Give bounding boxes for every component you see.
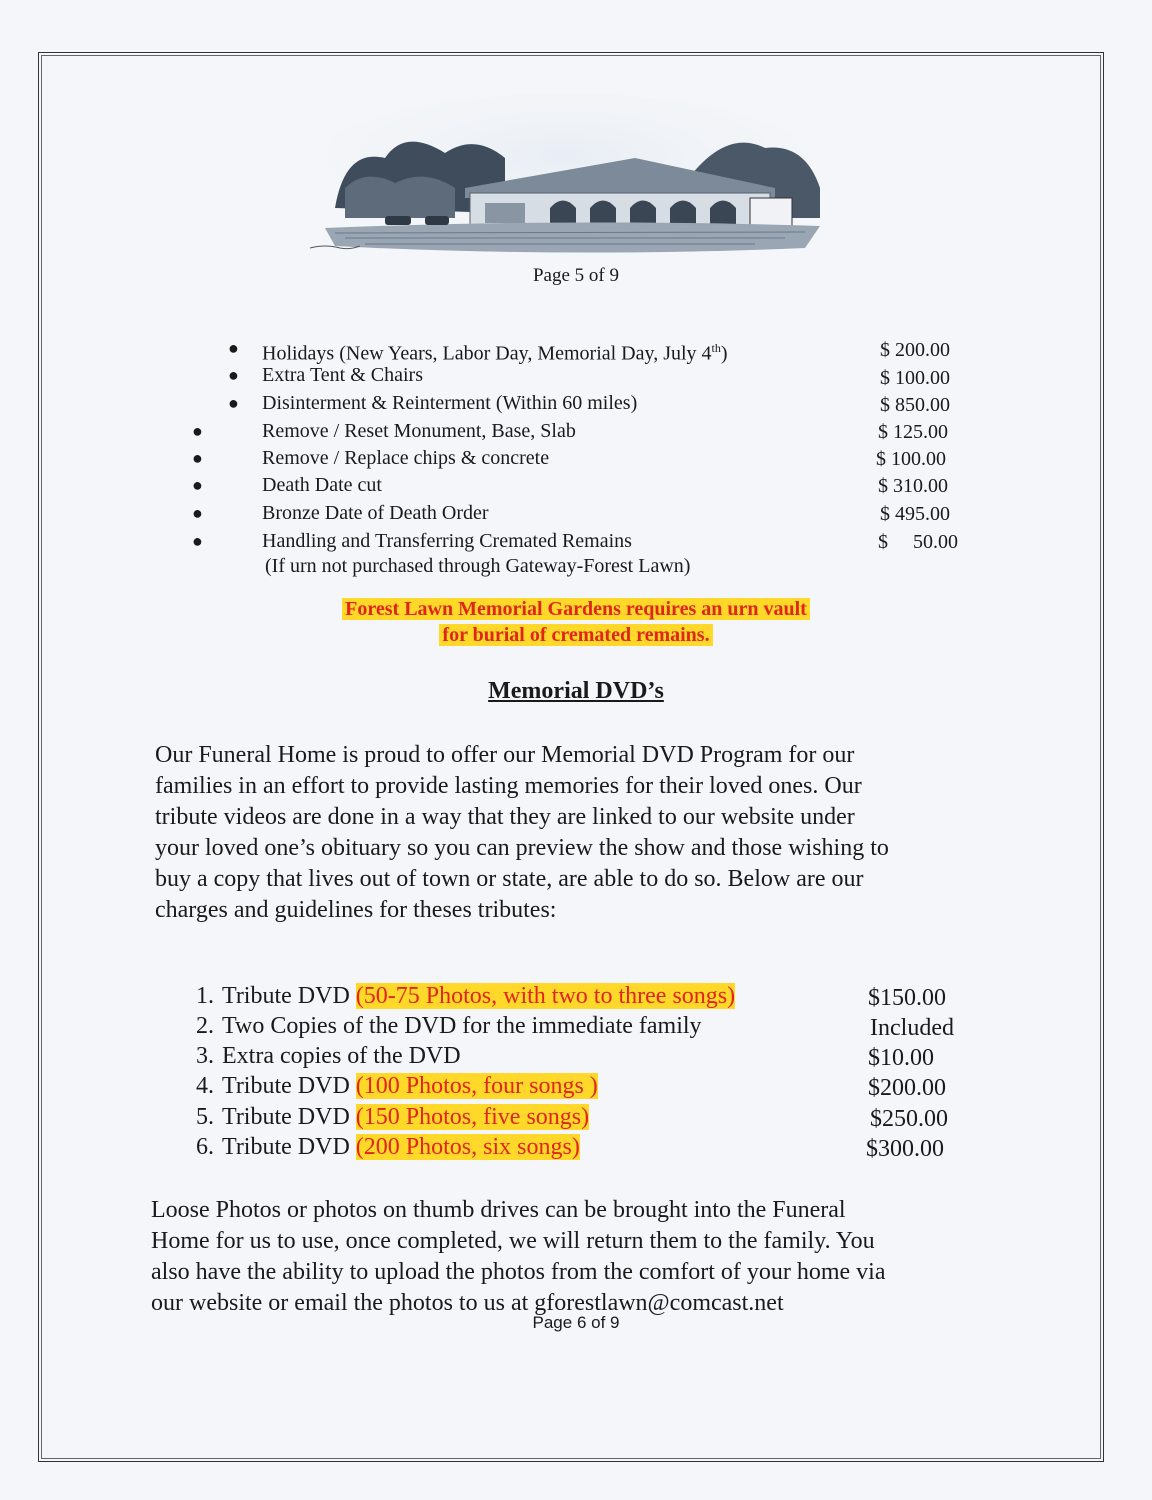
item-highlight: (50-75 Photos, with two to three songs) (355, 983, 736, 1009)
item-number: 3. (196, 1043, 214, 1069)
fee-label: Disinterment & Reinterment (Within 60 miles) (262, 392, 638, 414)
closing-line: Home for us to use, once completed, we will return them to the family. You (151, 1228, 875, 1254)
item-text: Extra copies of the DVD (222, 1043, 461, 1069)
fee-label: Remove / Reset Monument, Base, Slab (262, 420, 576, 442)
intro-line: families in an effort to provide lasting memories for their loved ones. Our (155, 773, 862, 799)
item-highlight: (200 Photos, six songs) (355, 1134, 580, 1160)
fee-price: $ 850.00 (880, 394, 950, 416)
fee-row (0, 389, 1152, 417)
footer-page-label: Page 6 of 9 (532, 1313, 620, 1332)
dvd-list-item (186, 1102, 986, 1132)
dvd-list-item (186, 1132, 986, 1162)
item-number: 6. (196, 1134, 214, 1160)
item-price: $300.00 (866, 1136, 944, 1162)
bullet-icon: ● (228, 393, 239, 413)
intro-line: Our Funeral Home is proud to offer our Memorial DVD Program for our (155, 742, 855, 768)
bullet-icon: ● (192, 448, 203, 468)
fee-label: Death Date cut (262, 474, 382, 496)
item-text: Tribute DVD (50-75 Photos, with two to three songs) (222, 983, 736, 1009)
intro-paragraph (155, 740, 995, 926)
intro-line: charges and guidelines for theses tributes: (155, 897, 557, 923)
item-price: Included (870, 1015, 954, 1041)
funeral-home-illustration (305, 88, 825, 263)
fee-price: $ 100.00 (880, 367, 950, 389)
fee-row (0, 527, 1152, 555)
bullet-icon: ● (192, 503, 203, 523)
item-number: 1. (196, 983, 214, 1009)
item-price: $150.00 (868, 985, 946, 1011)
fee-row (0, 361, 1152, 389)
closing-paragraph (151, 1195, 1031, 1319)
fee-price: $ 200.00 (880, 339, 950, 361)
fee-price: $ 50.00 (878, 531, 958, 553)
fee-row (0, 417, 1152, 445)
item-price: $250.00 (870, 1106, 948, 1132)
fee-label: Extra Tent & Chairs (262, 364, 423, 386)
item-number: 2. (196, 1013, 214, 1039)
fee-price: $ 310.00 (878, 475, 948, 497)
item-text: Tribute DVD (200 Photos, six songs) (222, 1134, 580, 1160)
fee-price: $ 495.00 (880, 503, 950, 525)
section-title: Memorial DVD’s (488, 678, 664, 704)
fee-label: Handling and Transferring Cremated Remains (262, 530, 632, 552)
fee-row (0, 471, 1152, 499)
fee-label: Bronze Date of Death Order (262, 502, 489, 524)
item-highlight: (100 Photos, four songs ) (355, 1073, 598, 1099)
fee-row (0, 444, 1152, 472)
item-highlight: (150 Photos, five songs) (355, 1104, 590, 1130)
top-page-label: Page 5 of 9 (532, 265, 619, 286)
dvd-list-item (186, 981, 986, 1011)
dvd-list-item (186, 1041, 986, 1071)
fee-note: (If urn not purchased through Gateway-Forest Lawn) (265, 555, 691, 577)
closing-line: also have the ability to upload the photos from the comfort of your home via (151, 1259, 886, 1285)
item-number: 5. (196, 1104, 214, 1130)
urn-vault-notice (0, 596, 1152, 648)
bullet-icon: ● (228, 338, 239, 358)
item-text: Two Copies of the DVD for the immediate family (222, 1013, 702, 1039)
item-number: 4. (196, 1073, 214, 1099)
item-text: Tribute DVD (100 Photos, four songs ) (222, 1073, 598, 1099)
bullet-icon: ● (192, 421, 203, 441)
closing-line: our website or email the photos to us at gforestlawn@comcast.net (151, 1290, 784, 1316)
closing-line: Loose Photos or photos on thumb drives can be brought into the Funeral (151, 1197, 846, 1223)
fee-row (0, 499, 1152, 527)
notice-line-2: for burial of cremated remains. (439, 624, 712, 646)
dvd-list-item (186, 1011, 986, 1041)
fee-label: Holidays (New Years, Labor Day, Memorial Day, July 4th) (262, 341, 728, 365)
intro-line: buy a copy that lives out of town or state, are able to do so. Below are our (155, 866, 864, 892)
item-text: Tribute DVD (150 Photos, five songs) (222, 1104, 590, 1130)
fee-label: Remove / Replace chips & concrete (262, 447, 550, 469)
notice-line-1: Forest Lawn Memorial Gardens requires an urn vault (342, 598, 810, 620)
intro-line: tribute videos are done in a way that they are linked to our website under (155, 804, 855, 830)
fee-price: $ 125.00 (878, 421, 948, 443)
fee-row (0, 334, 1152, 365)
item-price: $10.00 (868, 1045, 934, 1071)
bullet-icon: ● (228, 365, 239, 385)
bullet-icon: ● (192, 531, 203, 551)
item-price: $200.00 (868, 1075, 946, 1101)
fee-price: $ 100.00 (876, 448, 946, 470)
intro-line: your loved one’s obituary so you can preview the show and those wishing to (155, 835, 889, 861)
bullet-icon: ● (192, 475, 203, 495)
dvd-list-item (186, 1071, 986, 1101)
